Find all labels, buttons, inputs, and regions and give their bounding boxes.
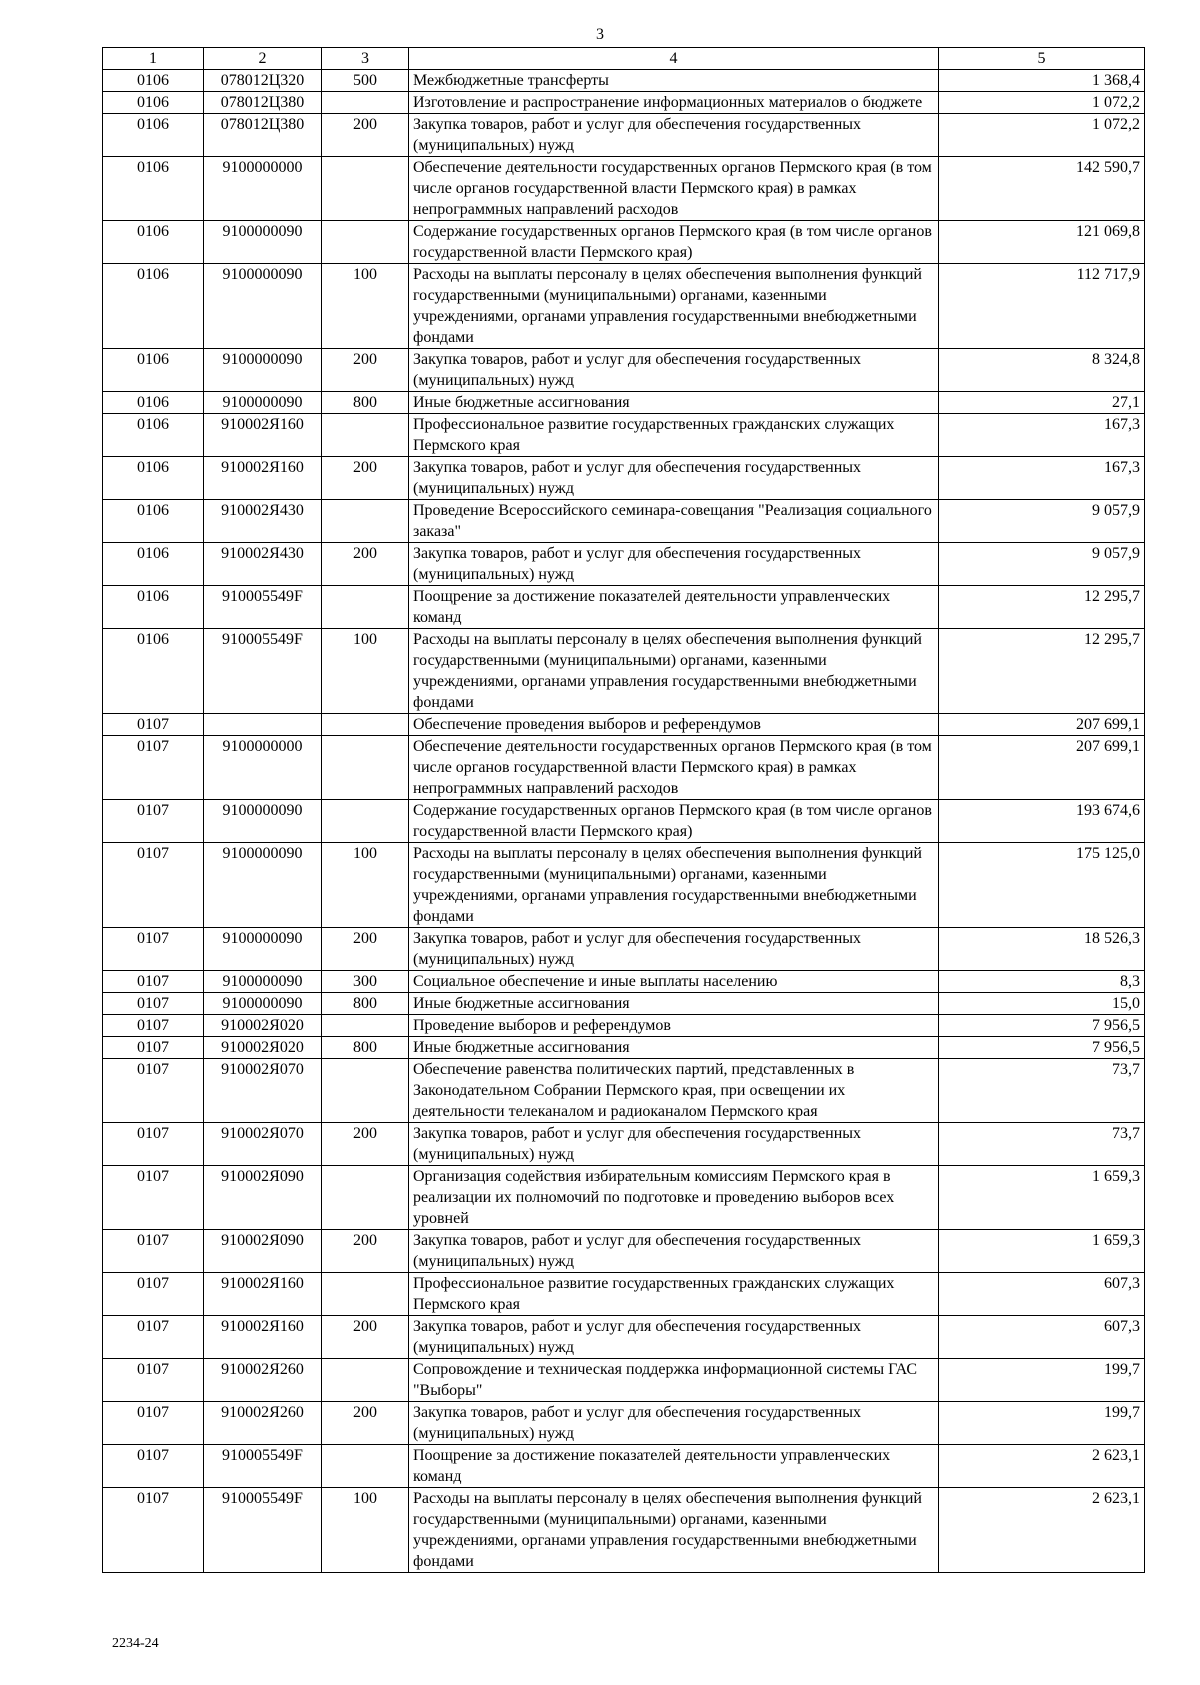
table-body — [103, 70, 1145, 1573]
target-article-cell: 910002Я160 — [204, 1316, 322, 1359]
amount-cell: 142 590,7 — [939, 157, 1145, 221]
table-row — [103, 629, 1145, 714]
section-code-cell: 0107 — [103, 1359, 204, 1402]
description-cell: Обеспечение деятельности государственных органов Пермского края (в том числе органов государственной власти Пермского края) в рамках непрограммных направлений расходов — [409, 157, 939, 221]
column-header-1: 1 — [103, 48, 204, 70]
target-article-cell: 9100000090 — [204, 349, 322, 392]
section-code-cell: 0107 — [103, 1166, 204, 1230]
amount-cell: 112 717,9 — [939, 264, 1145, 349]
table-row — [103, 500, 1145, 543]
expense-type-cell: 100 — [322, 629, 409, 714]
table-row — [103, 543, 1145, 586]
expense-type-cell: 800 — [322, 392, 409, 414]
amount-cell: 27,1 — [939, 392, 1145, 414]
target-article-cell: 910005549F — [204, 629, 322, 714]
expense-type-cell: 800 — [322, 1037, 409, 1059]
description-cell: Профессиональное развитие государственных гражданских служащих Пермского края — [409, 1273, 939, 1316]
description-cell: Иные бюджетные ассигнования — [409, 993, 939, 1015]
target-article-cell: 910002Я160 — [204, 414, 322, 457]
description-cell: Закупка товаров, работ и услуг для обеспечения государственных (муниципальных) нужд — [409, 543, 939, 586]
column-header-4: 4 — [409, 48, 939, 70]
description-cell: Закупка товаров, работ и услуг для обеспечения государственных (муниципальных) нужд — [409, 928, 939, 971]
target-article-cell: 9100000090 — [204, 221, 322, 264]
section-code-cell: 0106 — [103, 70, 204, 92]
table-row — [103, 1402, 1145, 1445]
expense-type-cell — [322, 586, 409, 629]
table-row — [103, 1037, 1145, 1059]
target-article-cell: 910002Я430 — [204, 543, 322, 586]
target-article-cell: 910002Я160 — [204, 1273, 322, 1316]
table-row — [103, 114, 1145, 157]
amount-cell: 207 699,1 — [939, 736, 1145, 800]
amount-cell: 73,7 — [939, 1059, 1145, 1123]
table-row — [103, 1059, 1145, 1123]
expense-type-cell — [322, 414, 409, 457]
amount-cell: 9 057,9 — [939, 543, 1145, 586]
section-code-cell: 0106 — [103, 392, 204, 414]
table-row — [103, 993, 1145, 1015]
amount-cell: 607,3 — [939, 1316, 1145, 1359]
section-code-cell: 0106 — [103, 629, 204, 714]
expense-type-cell — [322, 221, 409, 264]
target-article-cell: 910002Я260 — [204, 1402, 322, 1445]
table-row — [103, 843, 1145, 928]
table-row — [103, 1273, 1145, 1316]
table-row — [103, 1230, 1145, 1273]
table-row — [103, 1445, 1145, 1488]
amount-cell: 193 674,6 — [939, 800, 1145, 843]
amount-cell: 1 072,2 — [939, 114, 1145, 157]
expense-type-cell — [322, 1015, 409, 1037]
amount-cell: 207 699,1 — [939, 714, 1145, 736]
expense-type-cell: 200 — [322, 928, 409, 971]
description-cell: Закупка товаров, работ и услуг для обеспечения государственных (муниципальных) нужд — [409, 457, 939, 500]
target-article-cell — [204, 714, 322, 736]
target-article-cell: 9100000000 — [204, 736, 322, 800]
section-code-cell: 0107 — [103, 714, 204, 736]
header-row — [103, 48, 1145, 70]
target-article-cell: 910002Я160 — [204, 457, 322, 500]
amount-cell: 607,3 — [939, 1273, 1145, 1316]
section-code-cell: 0107 — [103, 1316, 204, 1359]
table-row — [103, 349, 1145, 392]
table-row — [103, 457, 1145, 500]
budget-table — [102, 47, 1145, 1573]
amount-cell: 1 659,3 — [939, 1230, 1145, 1273]
target-article-cell: 910002Я260 — [204, 1359, 322, 1402]
description-cell: Поощрение за достижение показателей деятельности управленческих команд — [409, 1445, 939, 1488]
section-code-cell: 0107 — [103, 1273, 204, 1316]
table-row — [103, 1359, 1145, 1402]
section-code-cell: 0106 — [103, 586, 204, 629]
section-code-cell: 0106 — [103, 157, 204, 221]
table-row — [103, 1316, 1145, 1359]
target-article-cell: 9100000090 — [204, 800, 322, 843]
target-article-cell: 9100000090 — [204, 392, 322, 414]
section-code-cell: 0107 — [103, 1037, 204, 1059]
expense-type-cell — [322, 1273, 409, 1316]
target-article-cell: 910002Я090 — [204, 1230, 322, 1273]
expense-type-cell — [322, 800, 409, 843]
target-article-cell: 910002Я430 — [204, 500, 322, 543]
expense-type-cell: 200 — [322, 1316, 409, 1359]
expense-type-cell: 100 — [322, 843, 409, 928]
table-row — [103, 971, 1145, 993]
description-cell: Расходы на выплаты персоналу в целях обеспечения выполнения функций государственными (муниципальными) органами, казенными учреждениями, органами управления государственными внебюджетными фондами — [409, 1488, 939, 1573]
amount-cell: 199,7 — [939, 1402, 1145, 1445]
expense-type-cell: 500 — [322, 70, 409, 92]
document-code: 2234-24 — [112, 1636, 159, 1651]
amount-cell: 175 125,0 — [939, 843, 1145, 928]
target-article-cell: 9100000090 — [204, 264, 322, 349]
description-cell: Закупка товаров, работ и услуг для обеспечения государственных (муниципальных) нужд — [409, 1316, 939, 1359]
expense-type-cell: 100 — [322, 1488, 409, 1573]
expense-type-cell — [322, 500, 409, 543]
section-code-cell: 0106 — [103, 92, 204, 114]
section-code-cell: 0107 — [103, 843, 204, 928]
target-article-cell: 078012Ц380 — [204, 114, 322, 157]
target-article-cell: 9100000000 — [204, 157, 322, 221]
table-row — [103, 1488, 1145, 1573]
target-article-cell: 910002Я020 — [204, 1037, 322, 1059]
section-code-cell: 0107 — [103, 1015, 204, 1037]
amount-cell: 8,3 — [939, 971, 1145, 993]
amount-cell: 7 956,5 — [939, 1015, 1145, 1037]
amount-cell: 7 956,5 — [939, 1037, 1145, 1059]
table-row — [103, 264, 1145, 349]
section-code-cell: 0107 — [103, 1488, 204, 1573]
section-code-cell: 0107 — [103, 971, 204, 993]
expense-type-cell: 200 — [322, 457, 409, 500]
description-cell: Обеспечение проведения выборов и референдумов — [409, 714, 939, 736]
description-cell: Расходы на выплаты персоналу в целях обеспечения выполнения функций государственными (муниципальными) органами, казенными учреждениями, органами управления государственными внебюджетными фондами — [409, 264, 939, 349]
target-article-cell: 910005549F — [204, 1445, 322, 1488]
expense-type-cell — [322, 1359, 409, 1402]
target-article-cell: 910005549F — [204, 586, 322, 629]
expense-type-cell: 200 — [322, 1230, 409, 1273]
target-article-cell: 910002Я070 — [204, 1059, 322, 1123]
section-code-cell: 0106 — [103, 264, 204, 349]
amount-cell: 12 295,7 — [939, 629, 1145, 714]
amount-cell: 1 368,4 — [939, 70, 1145, 92]
section-code-cell: 0107 — [103, 993, 204, 1015]
amount-cell: 1 659,3 — [939, 1166, 1145, 1230]
table-row — [103, 928, 1145, 971]
section-code-cell: 0107 — [103, 1059, 204, 1123]
table-row — [103, 414, 1145, 457]
section-code-cell: 0107 — [103, 800, 204, 843]
column-header-2: 2 — [204, 48, 322, 70]
description-cell: Закупка товаров, работ и услуг для обеспечения государственных (муниципальных) нужд — [409, 1123, 939, 1166]
expense-type-cell: 100 — [322, 264, 409, 349]
description-cell: Профессиональное развитие государственных гражданских служащих Пермского края — [409, 414, 939, 457]
expense-type-cell — [322, 736, 409, 800]
section-code-cell: 0107 — [103, 928, 204, 971]
amount-cell: 8 324,8 — [939, 349, 1145, 392]
section-code-cell: 0106 — [103, 221, 204, 264]
description-cell: Сопровождение и техническая поддержка информационной системы ГАС "Выборы" — [409, 1359, 939, 1402]
description-cell: Обеспечение деятельности государственных органов Пермского края (в том числе органов государственной власти Пермского края) в рамках непрограммных направлений расходов — [409, 736, 939, 800]
description-cell: Закупка товаров, работ и услуг для обеспечения государственных (муниципальных) нужд — [409, 114, 939, 157]
expense-type-cell — [322, 1445, 409, 1488]
amount-cell: 167,3 — [939, 457, 1145, 500]
table-row — [103, 221, 1145, 264]
description-cell: Проведение Всероссийского семинара-совещания "Реализация социального заказа" — [409, 500, 939, 543]
table-row — [103, 1015, 1145, 1037]
table-row — [103, 392, 1145, 414]
description-cell: Поощрение за достижение показателей деятельности управленческих команд — [409, 586, 939, 629]
description-cell: Закупка товаров, работ и услуг для обеспечения государственных (муниципальных) нужд — [409, 349, 939, 392]
amount-cell: 9 057,9 — [939, 500, 1145, 543]
amount-cell: 199,7 — [939, 1359, 1145, 1402]
description-cell: Иные бюджетные ассигнования — [409, 1037, 939, 1059]
column-header-3: 3 — [322, 48, 409, 70]
expense-type-cell: 200 — [322, 1402, 409, 1445]
amount-cell: 1 072,2 — [939, 92, 1145, 114]
description-cell: Содержание государственных органов Пермского края (в том числе органов государственной власти Пермского края) — [409, 221, 939, 264]
target-article-cell: 910002Я020 — [204, 1015, 322, 1037]
expense-type-cell — [322, 157, 409, 221]
amount-cell: 18 526,3 — [939, 928, 1145, 971]
section-code-cell: 0106 — [103, 414, 204, 457]
expense-type-cell — [322, 714, 409, 736]
description-cell: Социальное обеспечение и иные выплаты населению — [409, 971, 939, 993]
target-article-cell: 9100000090 — [204, 843, 322, 928]
amount-cell: 2 623,1 — [939, 1488, 1145, 1573]
table-row — [103, 736, 1145, 800]
table-row — [103, 800, 1145, 843]
description-cell: Закупка товаров, работ и услуг для обеспечения государственных (муниципальных) нужд — [409, 1402, 939, 1445]
target-article-cell: 910002Я070 — [204, 1123, 322, 1166]
section-code-cell: 0106 — [103, 114, 204, 157]
section-code-cell: 0106 — [103, 457, 204, 500]
expense-type-cell — [322, 92, 409, 114]
expense-type-cell: 800 — [322, 993, 409, 1015]
section-code-cell: 0106 — [103, 349, 204, 392]
section-code-cell: 0106 — [103, 543, 204, 586]
table-row — [103, 70, 1145, 92]
target-article-cell: 9100000090 — [204, 928, 322, 971]
target-article-cell: 910005549F — [204, 1488, 322, 1573]
expense-type-cell — [322, 1059, 409, 1123]
description-cell: Проведение выборов и референдумов — [409, 1015, 939, 1037]
table-row — [103, 92, 1145, 114]
amount-cell: 73,7 — [939, 1123, 1145, 1166]
target-article-cell: 910002Я090 — [204, 1166, 322, 1230]
target-article-cell: 9100000090 — [204, 993, 322, 1015]
table-row — [103, 1123, 1145, 1166]
target-article-cell: 078012Ц380 — [204, 92, 322, 114]
amount-cell: 121 069,8 — [939, 221, 1145, 264]
description-cell: Расходы на выплаты персоналу в целях обеспечения выполнения функций государственными (муниципальными) органами, казенными учреждениями, органами управления государственными внебюджетными фондами — [409, 843, 939, 928]
amount-cell: 2 623,1 — [939, 1445, 1145, 1488]
description-cell: Расходы на выплаты персоналу в целях обеспечения выполнения функций государственными (муниципальными) органами, казенными учреждениями, органами управления государственными внебюджетными фондами — [409, 629, 939, 714]
table-row — [103, 1166, 1145, 1230]
table-row — [103, 586, 1145, 629]
description-cell: Обеспечение равенства политических партий, представленных в Законодательном Собрании Пермского края, при освещении их деятельности телеканалом и радиоканалом Пермского края — [409, 1059, 939, 1123]
amount-cell: 15,0 — [939, 993, 1145, 1015]
page-number: 3 — [596, 26, 604, 43]
section-code-cell: 0107 — [103, 736, 204, 800]
column-header-5: 5 — [939, 48, 1145, 70]
section-code-cell: 0107 — [103, 1402, 204, 1445]
target-article-cell: 078012Ц320 — [204, 70, 322, 92]
section-code-cell: 0107 — [103, 1445, 204, 1488]
section-code-cell: 0106 — [103, 500, 204, 543]
table-header — [103, 48, 1145, 70]
description-cell: Иные бюджетные ассигнования — [409, 392, 939, 414]
amount-cell: 167,3 — [939, 414, 1145, 457]
amount-cell: 12 295,7 — [939, 586, 1145, 629]
section-code-cell: 0107 — [103, 1123, 204, 1166]
description-cell: Закупка товаров, работ и услуг для обеспечения государственных (муниципальных) нужд — [409, 1230, 939, 1273]
description-cell: Межбюджетные трансферты — [409, 70, 939, 92]
expense-type-cell — [322, 1166, 409, 1230]
table-row — [103, 714, 1145, 736]
description-cell: Организация содействия избирательным комиссиям Пермского края в реализации их полномочий по подготовке и проведению выборов всех уровней — [409, 1166, 939, 1230]
expense-type-cell: 300 — [322, 971, 409, 993]
section-code-cell: 0107 — [103, 1230, 204, 1273]
expense-type-cell: 200 — [322, 1123, 409, 1166]
description-cell: Содержание государственных органов Пермского края (в том числе органов государственной власти Пермского края) — [409, 800, 939, 843]
expense-type-cell: 200 — [322, 543, 409, 586]
expense-type-cell: 200 — [322, 349, 409, 392]
table-row — [103, 157, 1145, 221]
expense-type-cell: 200 — [322, 114, 409, 157]
target-article-cell: 9100000090 — [204, 971, 322, 993]
description-cell: Изготовление и распространение информационных материалов о бюджете — [409, 92, 939, 114]
